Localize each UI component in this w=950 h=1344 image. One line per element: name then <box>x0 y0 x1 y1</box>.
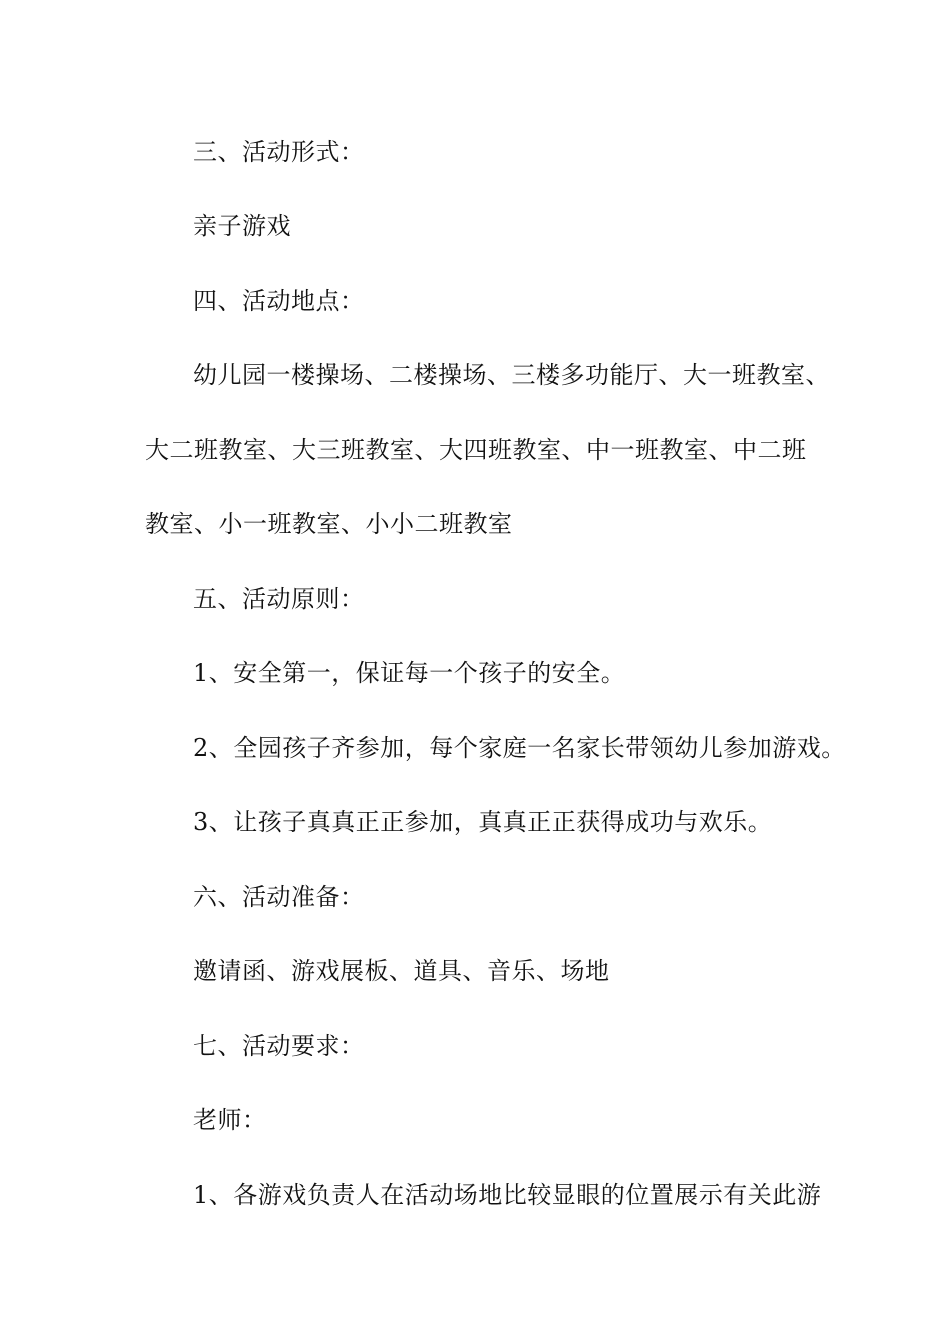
section-heading-activity-principles: 五、活动原则： <box>193 585 365 613</box>
paragraph-activity-form: 亲子游戏 <box>193 212 291 240</box>
requirement-item-1: 1、各游戏负责人在活动场地比较显眼的位置展示有关此游 <box>193 1181 822 1209</box>
principle-item-1: 1、安全第一，保证每一个孩子的安全。 <box>193 659 626 687</box>
paragraph-location-line-3: 教室、小一班教室、小小二班教室 <box>145 510 513 538</box>
paragraph-location-line-2: 大二班教室、大三班教室、大四班教室、中一班教室、中二班 <box>145 436 807 464</box>
section-heading-activity-form: 三、活动形式： <box>193 138 365 166</box>
paragraph-preparation: 邀请函、游戏展板、道具、音乐、场地 <box>193 957 610 985</box>
principle-item-2: 2、全园孩子齐参加，每个家庭一名家长带领幼儿参加游戏。 <box>193 734 846 762</box>
principle-item-3: 3、让孩子真真正正参加，真真正正获得成功与欢乐。 <box>193 808 773 836</box>
section-heading-activity-preparation: 六、活动准备： <box>193 883 365 911</box>
section-heading-activity-location: 四、活动地点： <box>193 287 365 315</box>
subheading-teacher: 老师： <box>193 1106 267 1134</box>
section-heading-activity-requirements: 七、活动要求： <box>193 1032 365 1060</box>
paragraph-location-line-1: 幼儿园一楼操场、二楼操场、三楼多功能厅、大一班教室、 <box>193 361 830 389</box>
